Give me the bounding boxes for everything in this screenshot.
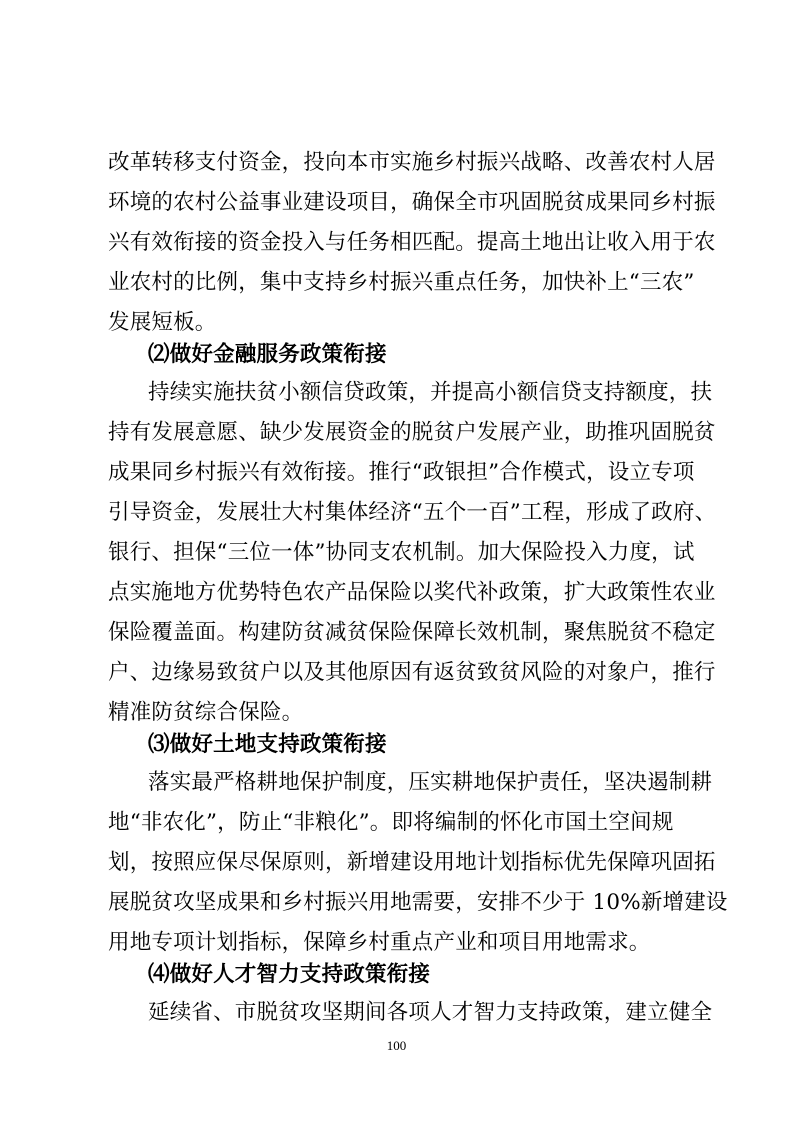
paragraph-line: 改革转移支付资金，投向本市实施乡村振兴战略、改善农村人居 [108,150,716,175]
paragraph-line: 精准防贫综合保险。 [108,700,304,725]
paragraph-line: 引导资金，发展壮大村集体经济“五个一百”工程，形成了政府、 [108,500,717,525]
paragraph-line: 落实最严格耕地保护制度，压实耕地保护责任，坚决遏制耕 [148,770,713,795]
paragraph-line: 兴有效衔接的资金投入与任务相匹配。提高土地出让收入用于农 [108,230,716,255]
paragraph-line: 保险覆盖面。构建防贫减贫保险保障长效机制，聚焦脱贫不稳定 [108,620,716,645]
paragraph-line: 地“非农化”，防止“非粮化”。即将编制的怀化市国土空间规 [108,810,674,835]
paragraph-line: 成果同乡村振兴有效衔接。推行“政银担”合作模式，设立专项 [108,460,695,485]
section-heading: ⑵做好金融服务政策衔接 [148,342,387,367]
section-heading: ⑷做好人才智力支持政策衔接 [148,962,431,987]
paragraph-line: 展脱贫攻坚成果和乡村振兴用地需要，安排不少于 10%新增建设 [108,890,728,915]
paragraph-line: 银行、担保“三位一体”协同支农机制。加大保险投入力度，试 [108,540,695,565]
paragraph-line: 发展短板。 [108,310,217,335]
paragraph-line: 户、边缘易致贫户以及其他原因有返贫致贫风险的对象户，推行 [108,660,716,685]
paragraph-line: 环境的农村公益事业建设项目，确保全市巩固脱贫成果同乡村振 [108,190,716,215]
paragraph-line: 延续省、市脱贫攻坚期间各项人才智力支持政策，建立健全 [148,1000,713,1025]
paragraph-line: 用地专项计划指标，保障乡村重点产业和项目用地需求。 [108,930,651,955]
paragraph-line: 业农村的比例，集中支持乡村振兴重点任务，加快补上“三农” [108,270,695,295]
paragraph-line: 持有发展意愿、缺少发展资金的脱贫户发展产业，助推巩固脱贫 [108,420,716,445]
page-number: 100 [386,1038,407,1053]
section-heading: ⑶做好土地支持政策衔接 [148,732,387,757]
paragraph-line: 点实施地方优势特色农产品保险以奖代补政策，扩大政策性农业 [108,580,716,605]
paragraph-line: 划，按照应保尽保原则，新增建设用地计划指标优先保障巩固拓 [108,850,716,875]
paragraph-line: 持续实施扶贫小额信贷政策，并提高小额信贷支持额度，扶 [148,380,713,405]
